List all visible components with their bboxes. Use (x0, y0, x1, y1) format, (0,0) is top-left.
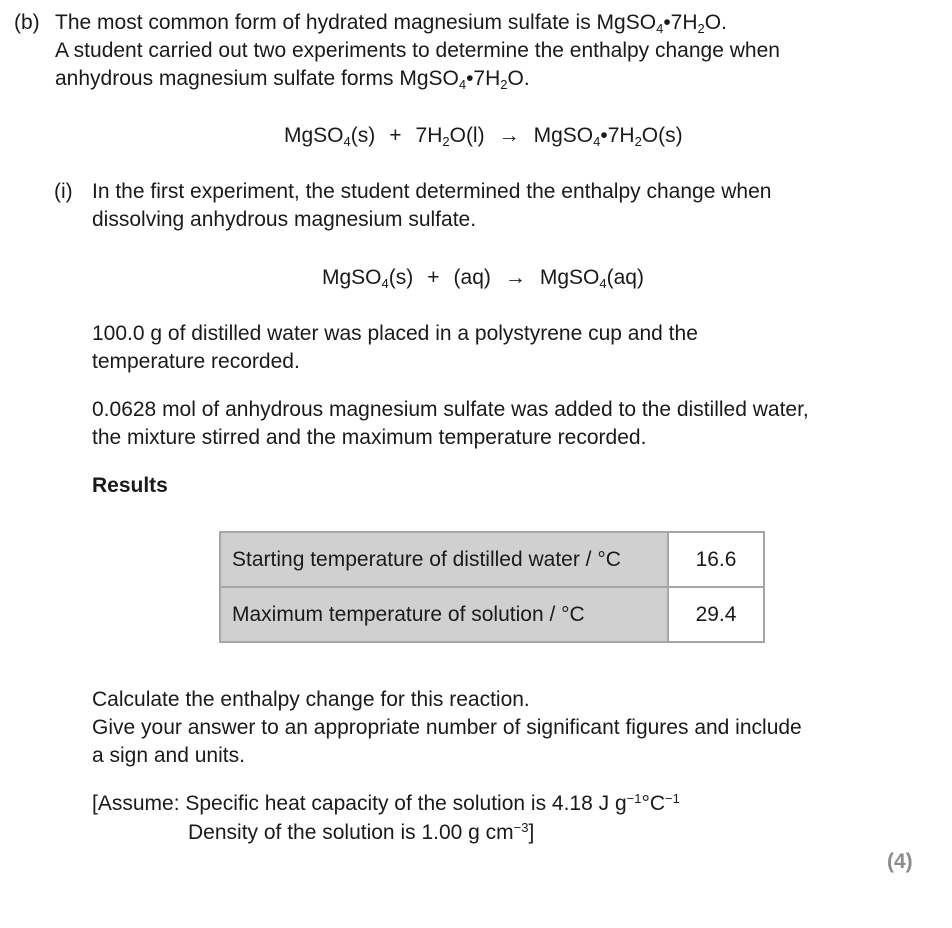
method-paragraph-1 (92, 320, 698, 376)
results-heading: Results (92, 474, 168, 497)
method-paragraph-1-line-2: temperature recorded. (92, 350, 300, 373)
table-row (220, 587, 764, 642)
results-table (219, 531, 765, 643)
maximum-temperature-label: Maximum temperature of solution / °C (220, 587, 668, 642)
method-paragraph-2-line-2: the mixture stirred and the maximum temperature recorded. (92, 426, 647, 449)
method-paragraph-2 (92, 396, 809, 452)
marks-indicator: (4) (887, 850, 913, 873)
part-b-intro (55, 9, 780, 93)
part-i-line-2: dissolving anhydrous magnesium sulfate. (92, 208, 477, 231)
method-paragraph-2-line-1: 0.0628 mol of anhydrous magnesium sulfate was added to the distilled water, (92, 398, 809, 421)
dissolving-equation: MgSO$_4$(s) + (aq) → MgSO$_4$(aq) (322, 266, 644, 291)
starting-temperature-label: Starting temperature of distilled water / °C (220, 532, 668, 587)
part-b-line-3: anhydrous magnesium sulfate forms $MgSO_4•7H_2O$. (55, 67, 530, 92)
assumption-heat-capacity: [Assume: Specific heat capacity of the solution is 4.18 J $g^{-1}^\circ C^{-1}$ (92, 791, 680, 815)
calculation-line-3: a sign and units. (92, 744, 245, 767)
calculation-line-1: Calculate the enthalpy change for this reaction. (92, 688, 530, 711)
starting-temperature-value: 16.6 (668, 532, 764, 587)
part-b-line-1: The most common form of hydrated magnesium sulfate is $MgSO_4•7H_2O$. (55, 11, 727, 36)
calculation-instructions (92, 686, 802, 770)
maximum-temperature-value: 29.4 (668, 587, 764, 642)
assumption-density: Density of the solution is 1.00 g $cm^{-3}$] (188, 820, 535, 844)
calculation-line-2: Give your answer to an appropriate number of significant figures and include (92, 716, 802, 739)
part-b-line-2: A student carried out two experiments to determine the enthalpy change when (55, 39, 780, 62)
part-i-line-1: In the first experiment, the student determined the enthalpy change when (92, 180, 772, 203)
part-b-label: (b) (14, 11, 40, 34)
part-i-intro (92, 178, 771, 234)
part-i-label: (i) (54, 180, 73, 203)
table-row (220, 532, 764, 587)
method-paragraph-1-line-1: 100.0 g of distilled water was placed in a polystyrene cup and the (92, 322, 698, 345)
hydration-equation: MgSO$_4$(s) + $7H_2O(l)$ → $MgSO_4•7H_2O(s)$ (284, 124, 683, 149)
